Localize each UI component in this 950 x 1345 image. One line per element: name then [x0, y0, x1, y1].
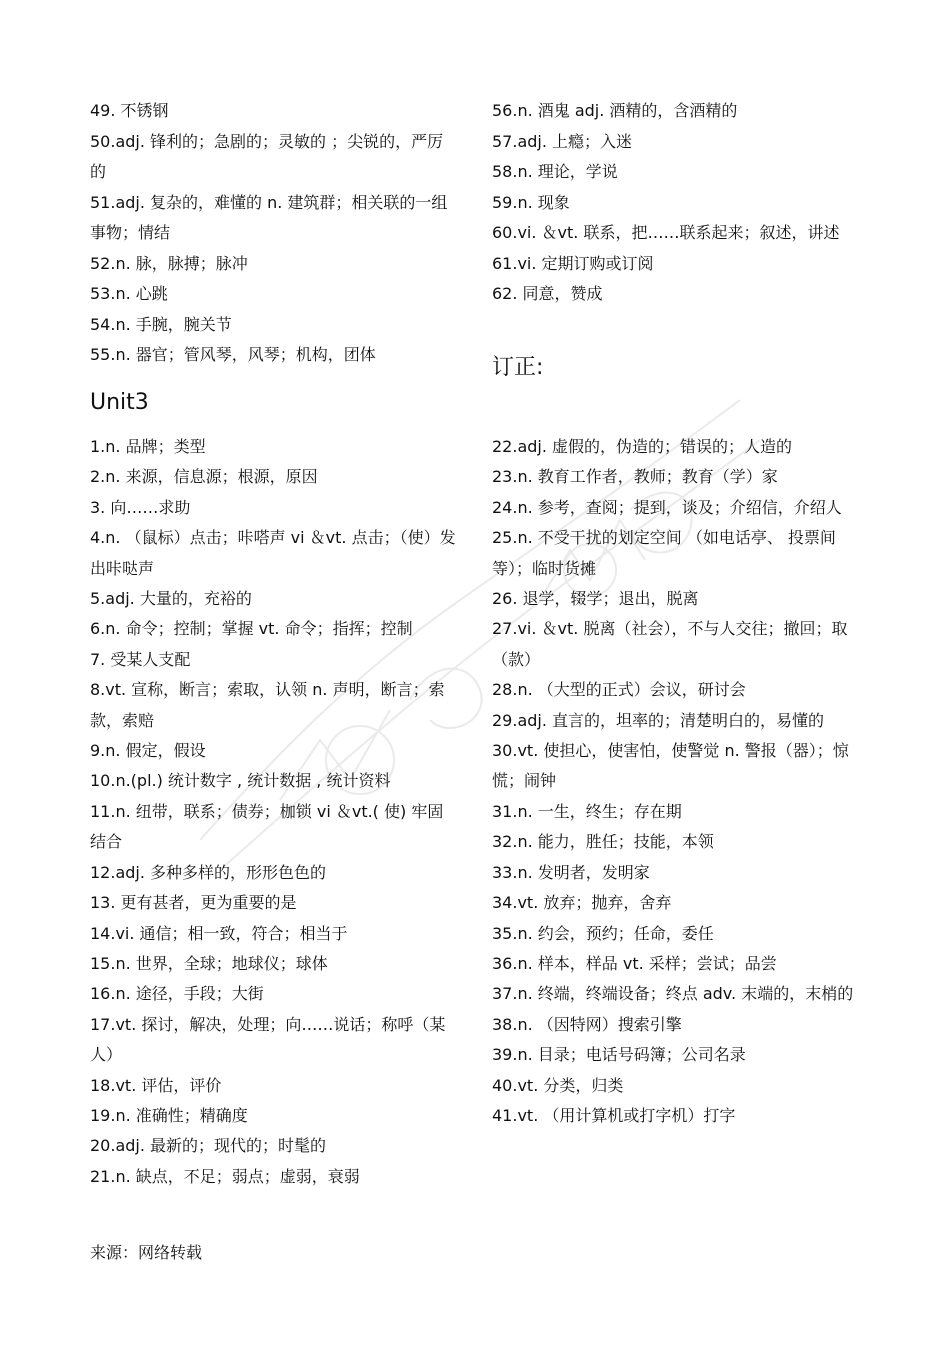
vocabulary-column-bottom-right	[492, 432, 860, 1131]
vocabulary-entry: 12.adj. 多种多样的，形形色色的	[90, 862, 327, 882]
vocabulary-entry: 39.n. 目录；电话号码簿；公司名录	[492, 1045, 746, 1065]
vocabulary-entry: 58.n. 理论，学说	[492, 162, 618, 181]
vocabulary-entry: 20.adj. 最新的；现代的；时髦的	[90, 1136, 327, 1156]
vocabulary-entry: 40.vt. 分类，归类	[492, 1075, 624, 1095]
vocabulary-entry: 34.vt. 放弃；抛弃，舍弃	[492, 893, 672, 913]
vocabulary-entry: 17.vt. 探讨，解决，处理；向……说话；称呼（某人）	[90, 1014, 446, 1065]
vocabulary-entry: 62. 同意，赞成	[492, 284, 603, 303]
vocabulary-entry: 56.n. 酒鬼 adj. 酒精的，含酒精的	[492, 101, 738, 120]
vocabulary-entry: 5.adj. 大量的，充裕的	[90, 589, 252, 609]
vocabulary-entry: 13. 更有甚者，更为重要的是	[90, 893, 297, 913]
vocabulary-entry: 22.adj. 虚假的，伪造的；错误的；人造的	[492, 437, 793, 456]
vocabulary-entry: 55.n. 器官；管风琴，风琴；机构，团体	[90, 345, 376, 364]
vocabulary-entry: 60.vi. ＆vt. 联系，把……联系起来；叙述，讲述	[492, 223, 840, 242]
vocabulary-entry: 7. 受某人支配	[90, 649, 191, 669]
vocabulary-entry: 15.n. 世界，全球；地球仪；球体	[90, 953, 328, 973]
vocabulary-entry: 6.n. 命令；控制；掌握 vt. 命令；指挥；控制	[90, 619, 413, 639]
correction-heading: 订正:	[492, 355, 544, 380]
vocabulary-entry: 23.n. 教育工作者，教师；教育（学）家	[492, 467, 778, 487]
vocabulary-entry: 36.n. 样本，样品 vt. 采样；尝试；品尝	[492, 953, 777, 973]
vocabulary-entry: 27.vi. ＆vt. 脱离（社会），不与人交往；撤回；取（款）	[492, 619, 848, 669]
vocabulary-entry: 25.n. 不受干扰的划定空间 （如电话亭、 投票间等）；临时货摊	[492, 528, 836, 578]
vocabulary-entry: 1.n. 品牌；类型	[90, 437, 206, 456]
vocabulary-entry: 4.n. （鼠标）点击；咔嗒声 vi ＆vt. 点击；（使）发出咔哒声	[90, 528, 456, 578]
vocabulary-column-bottom-left	[90, 432, 458, 1192]
vocabulary-entry: 18.vt. 评估，评价	[90, 1075, 222, 1095]
vocabulary-entry: 2.n. 来源，信息源；根源，原因	[90, 467, 318, 487]
vocabulary-entry: 49. 不锈钢	[90, 101, 169, 120]
vocabulary-entry: 24.n. 参考，查阅；提到，谈及；介绍信，介绍人	[492, 497, 842, 517]
vocabulary-entry: 28.n. （大型的正式）会议，研讨会	[492, 680, 746, 700]
vocabulary-entry: 8.vt. 宣称，断言；索取，认领 n. 声明，断言；索款，索赔	[90, 680, 445, 730]
vocabulary-entry: 37.n. 终端，终端设备；终点 adv. 末端的，末梢的	[492, 984, 854, 1004]
vocabulary-entry: 21.n. 缺点，不足；弱点；虚弱，衰弱	[90, 1166, 360, 1186]
vocabulary-entry: 35.n. 约会，预约；任命，委任	[492, 923, 714, 943]
vocabulary-entry: 51.adj. 复杂的，难懂的 n. 建筑群；相关联的一组事物；情结	[90, 192, 448, 242]
vocabulary-entry: 57.adj. 上瘾；入迷	[492, 131, 633, 151]
vocabulary-entry: 53.n. 心跳	[90, 284, 168, 303]
vocabulary-column-top-right	[492, 96, 860, 310]
vocabulary-entry: 41.vt. （用计算机或打字机）打字	[492, 1105, 736, 1125]
vocabulary-column-top-left	[90, 96, 458, 371]
vocabulary-entry: 10.n.(pl.) 统计数字 , 统计数据 , 统计资料	[90, 771, 391, 791]
vocabulary-entry: 61.vi. 定期订购或订阅	[492, 253, 654, 273]
vocabulary-entry: 3. 向……求助	[90, 497, 191, 517]
vocabulary-entry: 16.n. 途径，手段；大街	[90, 984, 264, 1004]
vocabulary-entry: 59.n. 现象	[492, 192, 570, 212]
vocabulary-entry: 38.n. （因特网）搜索引擎	[492, 1014, 682, 1034]
vocabulary-entry: 26. 退学，辍学；退出，脱离	[492, 589, 699, 609]
unit-heading: Unit3	[90, 390, 149, 415]
vocabulary-entry: 11.n. 纽带，联系；债券；枷锁 vi ＆vt.( 使) 牢固结合	[90, 801, 444, 852]
vocabulary-entry: 52.n. 脉，脉搏；脉冲	[90, 253, 248, 273]
vocabulary-entry: 29.adj. 直言的，坦率的；清楚明白的，易懂的	[492, 710, 825, 730]
vocabulary-entry: 19.n. 准确性；精确度	[90, 1105, 248, 1125]
vocabulary-entry: 9.n. 假定，假设	[90, 741, 206, 761]
vocabulary-entry: 31.n. 一生，终生；存在期	[492, 801, 682, 821]
source-line: 来源：网络转载	[90, 1243, 203, 1262]
vocabulary-entry: 32.n. 能力，胜任；技能，本领	[492, 832, 714, 852]
vocabulary-entry: 54.n. 手腕，腕关节	[90, 314, 232, 334]
vocabulary-entry: 30.vt. 使担心，使害怕，使警觉 n. 警报（器）；惊慌；闹钟	[492, 741, 849, 791]
vocabulary-entry: 14.vi. 通信；相一致，符合；相当于	[90, 923, 348, 943]
vocabulary-entry: 33.n. 发明者，发明家	[492, 862, 650, 882]
vocabulary-entry: 50.adj. 锋利的；急剧的；灵敏的 ；尖锐的，严厉的	[90, 131, 444, 181]
